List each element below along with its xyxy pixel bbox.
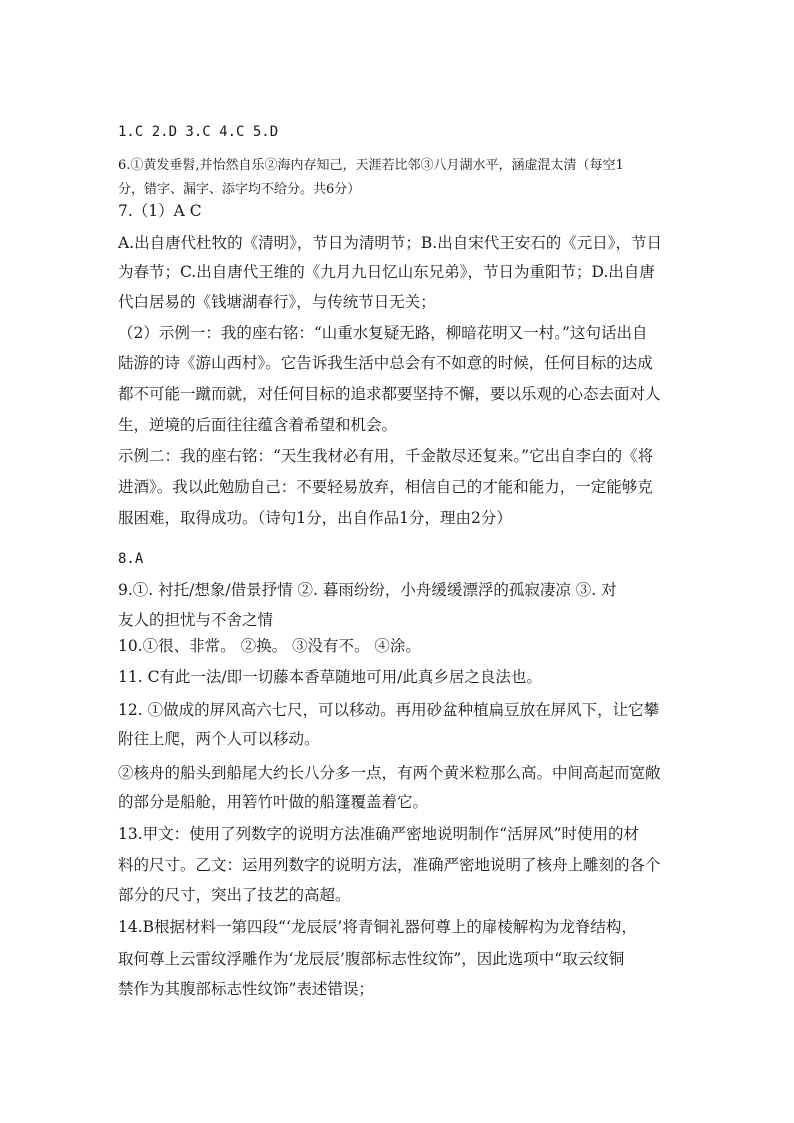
answer-line-9a: 9.①. 衬托/想象/借景抒情 ②. 暮雨纷纷，小舟缓缓漂浮的孤寂凄凉 ③. 对 — [118, 581, 617, 599]
answer-line-11: 11. C有此一法/即一切藤本香草随地可用/此真乡居之良法也。 — [118, 668, 542, 686]
answer-line-7-heading: 7.（1）A C — [118, 202, 202, 220]
answer-line-12a: 12. ①做成的屏风高六七尺，可以移动。再用砂盆种植扁豆放在屏风下，让它攀 — [118, 701, 660, 719]
answer-line-7-example2b: 进酒》。我以此勉励自己：不要轻易放弃，相信自己的才能和能力，一定能够克 — [118, 478, 653, 496]
answer-line-12b: 附往上爬，两个人可以移动。 — [118, 730, 320, 748]
answer-line-7c: 代白居易的《钱塘湖春行》，与传统节日无关； — [118, 293, 436, 311]
answer-line-14b: 取何尊上云雷纹浮雕作为‘龙辰辰’腹部标志性纹饰”，因此选项中“取云纹铜 — [118, 950, 625, 968]
answer-line-7-example1a: （2）示例一：我的座右铭：“山重水复疑无路，柳暗花明又一村。”这句话出自 — [118, 324, 648, 342]
answer-line-7-example1c: 都不可能一蹴而就，对任何目标的追求都要坚持不懈，要以乐观的心态去面对人 — [118, 385, 661, 403]
answer-line-14c: 禁作为其腹部标志性纹饰”表述错误； — [118, 980, 374, 998]
answer-line-7-example1b: 陆游的诗《游山西村》。它告诉我生活中总会有不如意的时候，任何目标的达成 — [118, 354, 653, 372]
answer-line-13c: 部分的尺寸，突出了技艺的高超。 — [118, 886, 351, 904]
answer-line-14a: 14.B根据材料一第四段“‘龙辰辰’将青铜礼器何尊上的扉棱解构为龙脊结构， — [118, 918, 637, 936]
answer-line-7-example2c: 服困难，取得成功。（诗句1分，出自作品1分，理由2分） — [118, 509, 512, 527]
answer-line-10: 10.①很、非常。 ②换。 ③没有不。 ④涂。 — [118, 637, 421, 655]
answer-line-7a: A.出自唐代杜牧的《清明》，节日为清明节；B.出自宋代王安石的《元日》，节日 — [118, 234, 662, 252]
answer-line-13a: 13.甲文：使用了列数字的说明方法准确严密地说明制作“活屏风”时使用的材 — [118, 825, 640, 843]
answer-line-6b: 分，错字、漏字、添字均不给分。共6分） — [118, 182, 361, 197]
answer-line-13b: 料的尺寸。乙文：运用列数字的说明方法，准确严密地说明了核舟上雕刻的各个 — [118, 856, 661, 874]
answer-line-7b: 为春节；C.出自唐代王维的《九月九日忆山东兄弟》，节日为重阳节；D.出自唐 — [118, 263, 655, 281]
answer-line-12c: ②核舟的船头到船尾大约长八分多一点，有两个黄米粒那么高。中间高起而宽敞 — [118, 764, 661, 782]
answer-line-1-5: 1.C 2.D 3.C 4.C 5.D — [118, 124, 279, 140]
answer-line-9b: 友人的担忧与不舍之情 — [118, 611, 274, 629]
answer-line-7-example2a: 示例二：我的座右铭：“天生我材必有用，千金散尽还复来。”它出自李白的《将 — [118, 447, 654, 465]
answer-line-6a: 6.①黄发垂髫,并怡然自乐②海内存知己，天涯若比邻③八月湖水平，涵虚混太清（每空1 — [118, 158, 624, 173]
answer-line-12d: 的部分是船舱，用箬竹叶做的船篷覆盖着它。 — [118, 793, 429, 811]
answer-line-7-example1d: 生，逆境的后面往往蕴含着希望和机会。 — [118, 416, 398, 434]
answer-line-8: 8.A — [118, 551, 144, 567]
